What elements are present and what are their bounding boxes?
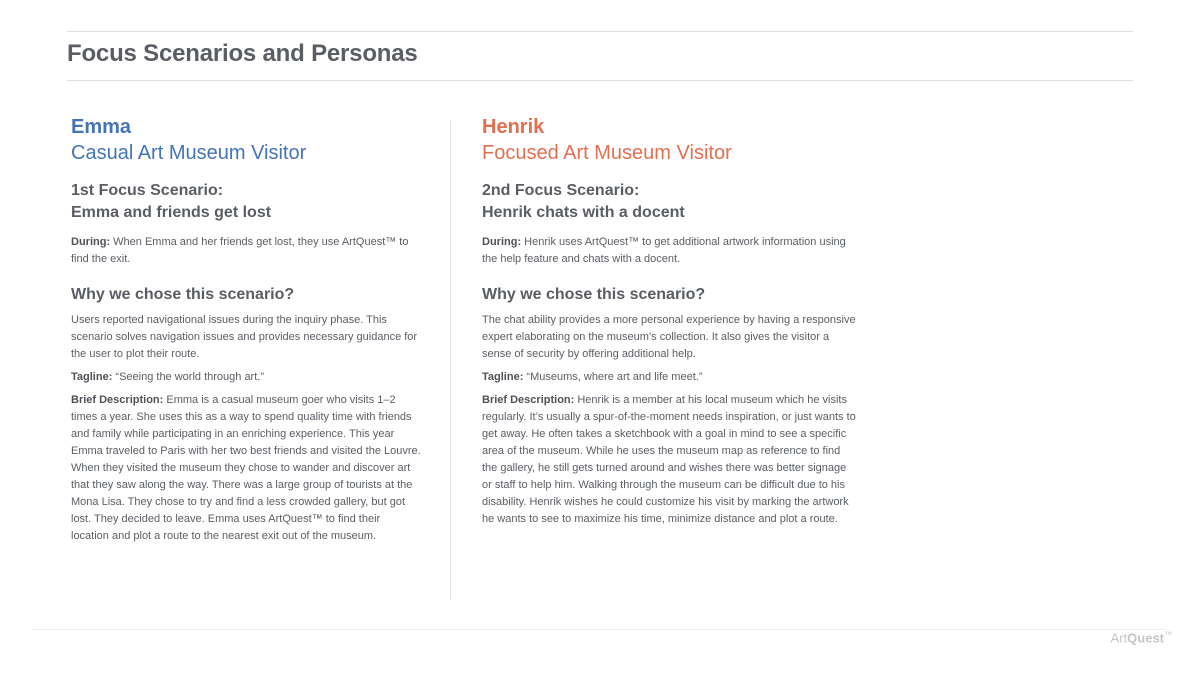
scenario-title: Henrik chats with a docent <box>482 204 685 221</box>
persona-role: Casual Art Museum Visitor <box>71 142 307 164</box>
scenario-title: Emma and friends get lost <box>71 204 272 221</box>
during-text: Henrik uses ArtQuest™ to get additional artwork information using the help feature and chats with a docent. <box>482 236 846 265</box>
footer-rule <box>32 629 1168 630</box>
persona-henrik <box>482 114 857 534</box>
during-label: During: <box>71 236 111 248</box>
persona-role: Focused Art Museum Visitor <box>482 142 732 164</box>
during-label: During: <box>482 236 522 248</box>
why-heading: Why we chose this scenario? <box>71 286 295 303</box>
why-text: Users reported navigational issues during the inquiry phase. This scenario solves navigation issues and provides necessary guidance for the user to plot their route. <box>71 314 418 360</box>
during-paragraph <box>482 234 857 268</box>
trademark-mark: ™ <box>1164 630 1172 639</box>
title-underline <box>67 80 1133 81</box>
why-heading: Why we chose this scenario? <box>482 286 706 303</box>
brief-text: Henrik is a member at his local museum which he visits regularly. It’s usually a spur-of-the-moment needs inspiration, or just wants to get away. He often takes a sketchbook with a goal in mind to see a specific area of the museum. While he uses the museum map as reference to find the gallery, he still gets turned around and wishes there was better signage or staff to help him. Walking through the museum can be difficult due to his disability. Henrik wishes he could customize his visit by marking the artwork he wants to see to maximize his time, minimize distance and plot a route. <box>482 394 856 525</box>
tagline-text: “Seeing the world through art.” <box>112 371 264 383</box>
persona-emma <box>71 114 421 551</box>
brand-light: Art <box>1110 630 1128 646</box>
brief-text: Emma is a casual museum goer who visits 1–2 times a year. She uses this as a way to spend quality time with friends and family while participating in an enriching experience. This year Emma traveled to Paris with her two best friends and visited the Louvre. When they visited the museum they chose to wander and discover art that they saw along the way. There was a large group of tourists at the Mona Lisa. They chose to try and find a less crowded gallery, but got lost. They decided to leave. Emma uses ArtQuest™ to find their location and plot a route to the nearest exit out of the museum. <box>71 394 421 542</box>
tagline-paragraph <box>71 369 421 386</box>
during-text: When Emma and her friends get lost, they use ArtQuest™ to find the exit. <box>71 236 409 265</box>
persona-name: Henrik <box>482 116 545 138</box>
brief-label: Brief Description: <box>482 394 575 406</box>
scenario-label: 2nd Focus Scenario: <box>482 182 640 199</box>
brief-label: Brief Description: <box>71 394 164 406</box>
scenario-heading <box>482 180 857 224</box>
brand-bold: Quest <box>1127 630 1164 646</box>
top-rule <box>67 31 1133 32</box>
tagline-text: “Museums, where art and life meet.” <box>523 371 703 383</box>
why-text: The chat ability provides a more personal experience by having a responsive expert elaborating on the museum’s collection. It also gives the visitor a sense of security by offering additional help. <box>482 314 856 360</box>
column-divider <box>450 120 451 600</box>
page-title: Focus Scenarios and Personas <box>67 40 418 67</box>
tagline-label: Tagline: <box>482 371 524 383</box>
brief-paragraph <box>71 392 421 545</box>
brief-paragraph <box>482 392 857 528</box>
scenario-label: 1st Focus Scenario: <box>71 182 224 199</box>
tagline-label: Tagline: <box>71 371 113 383</box>
artquest-logo <box>1111 630 1172 645</box>
tagline-paragraph <box>482 369 857 386</box>
scenario-heading <box>71 180 421 224</box>
during-paragraph <box>71 234 421 268</box>
persona-name: Emma <box>71 116 132 138</box>
